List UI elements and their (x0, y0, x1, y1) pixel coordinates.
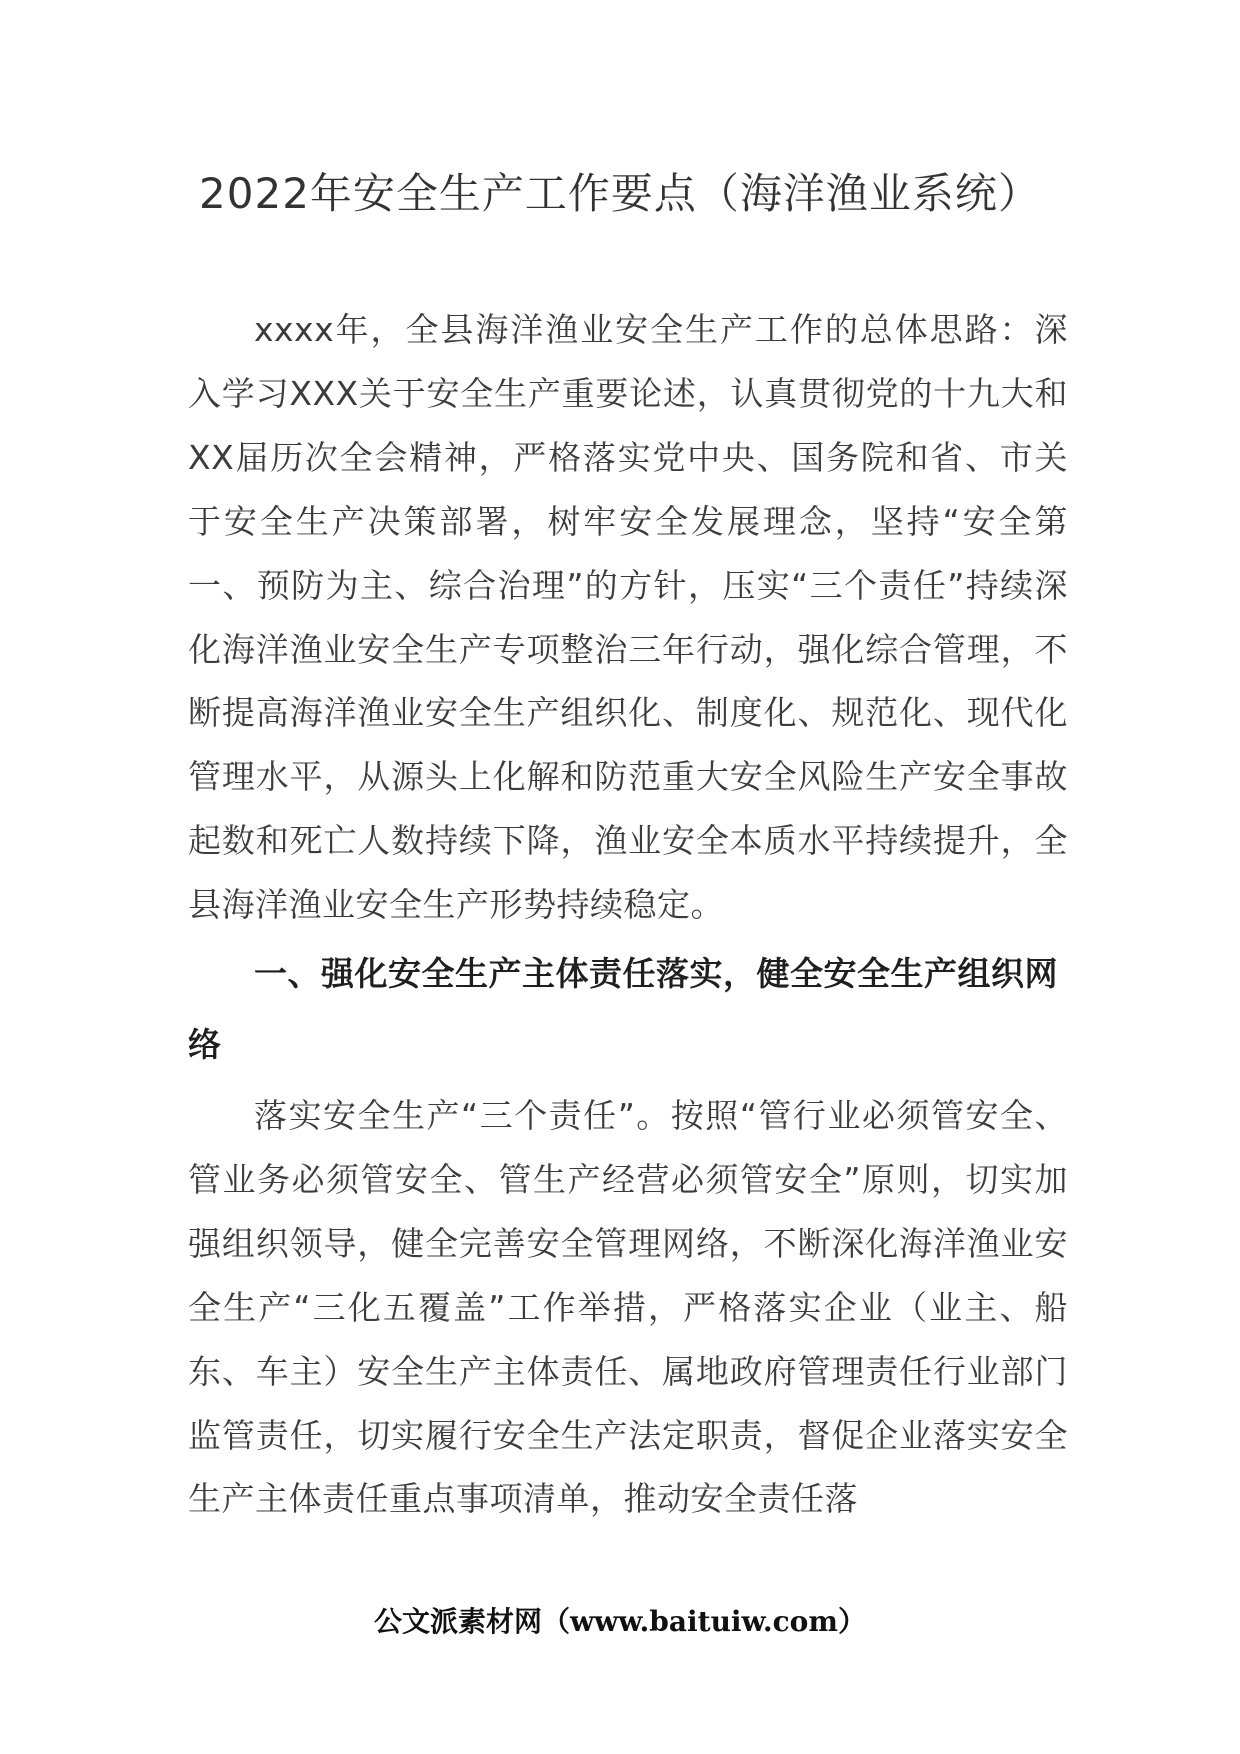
section-heading: 一、强化安全生产主体责任落实，健全安全生产组织网络 (188, 954, 1058, 1064)
section-paragraph: 落实安全生产“三个责任”。按照“管行业必须管安全、管业务必须管安全、管生产经营必须管安全”原则，切实加强组织领导，健全完善安全管理网络，不断深化海洋渔业安全生产“三化五覆盖”工作举措，严格落实企业（业主、船东、车主）安全生产主体责任、属地政府管理责任行业部门监管责任，切实履行安全生产法定职责，督促企业落实安全生产主体责任重点事项清单，推动安全责任落 (188, 1096, 1068, 1519)
intro-paragraph: xxxx年，全县海洋渔业安全生产工作的总体思路：深入学习XXX关于安全生产重要论述，认真贯彻党的十九大和XX届历次全会精神，严格落实党中央、国务院和省、市关于安全生产决策部署，树牢安全发展理念，坚持“安全第一、预防为主、综合治理”的方针，压实“三个责任”持续深化海洋渔业安全生产专项整治三年行动，强化综合管理，不断提高海洋渔业安全生产组织化、制度化、规范化、现代化管理水平，从源头上化解和防范重大安全风险生产安全事故起数和死亡人数持续下降，渔业安全本质水平持续提升，全县海洋渔业安全生产形势持续稳定。 (188, 310, 1068, 925)
document-title: 2022年安全生产工作要点（海洋渔业系统） (199, 169, 1041, 218)
footer-watermark: 公文派素材网（www.baituiw.com） (374, 1605, 866, 1638)
